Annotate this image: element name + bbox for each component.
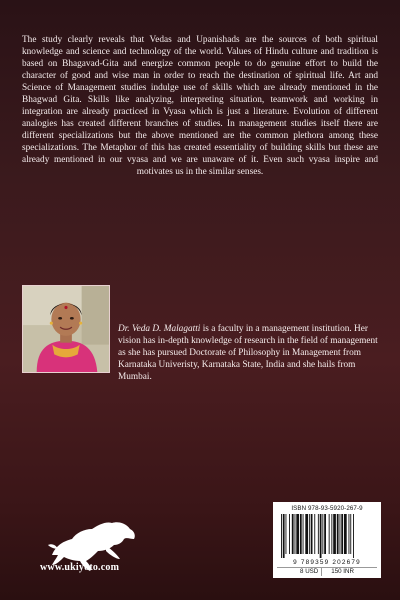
isbn-label: ISBN 978-93-5920-267-9 xyxy=(291,505,363,512)
author-name: Dr. Veda D. Malagatti xyxy=(118,324,201,334)
isbn-barcode-block xyxy=(273,502,381,578)
barcode-bar xyxy=(289,514,290,554)
barcode-bar xyxy=(331,514,332,554)
barcode-bar xyxy=(349,514,350,554)
barcode-bar xyxy=(283,514,285,558)
barcode-bar xyxy=(296,514,299,554)
barcode-bar xyxy=(340,514,341,554)
back-cover-blurb: The study clearly reveals that Vedas and Upanishads are the sources of both spiritual knowledge and science and technology of the world. Values of Hindu culture and tradition is based on Bhagavad-Gita and energize common people to do genuine effort to build the character of good and wise man in order to reach the destination of spiritual life. Art and Science of Management studies indulge use of skills which are already mentioned in the Bhagwad Gita. Skills like analyzing, interpreting situation, teamwork and working in integration are already practiced in Vyasa which is just a literature. Evolution of different analogies has created different branches of studies. In management studies itself there are different specializations but the above mentioned are the common plethora among these specializations. The Metaphor of this has created essentiality of building skills but these are already mentioned in our vyasa and we are unaware of it. Even such vyasa inspire and motivates us in the similar senses. xyxy=(22,35,378,177)
barcode-bar xyxy=(324,514,326,554)
author-portrait-image xyxy=(23,286,109,372)
author-bio xyxy=(118,323,380,383)
barcode-bar xyxy=(309,514,310,554)
price-inr: 150 INR xyxy=(331,568,354,575)
barcode-bar xyxy=(295,514,296,554)
barcode-bar xyxy=(286,514,287,554)
author-photo xyxy=(22,285,110,373)
publisher-website[interactable]: www.ukiyoto.com xyxy=(40,562,120,573)
barcode-bar xyxy=(281,514,282,558)
barcode-bar xyxy=(350,514,351,554)
author-bio-text: is a faculty in a management institution. Her vision has in-depth knowledge of research in the field of management as she has pursued Doctorate of Philosophy in Management from Karnataka Univeristy, Karnataka State, India and she hails from Mumbai. xyxy=(118,324,378,382)
price-row xyxy=(277,567,377,576)
price-separator xyxy=(321,568,328,576)
barcode-bar xyxy=(320,514,322,558)
price-usd: 8 USD xyxy=(300,568,319,575)
barcode-bar xyxy=(333,514,336,554)
barcode-bar xyxy=(311,514,313,554)
barcode-bar xyxy=(329,514,330,554)
barcode-bar xyxy=(305,514,308,554)
barcode-bar xyxy=(318,514,319,554)
barcode-bar xyxy=(344,514,347,554)
barcode-bar xyxy=(337,514,339,554)
barcode-bar xyxy=(292,514,294,554)
barcode-bar xyxy=(314,514,315,554)
barcode-icon xyxy=(277,514,377,558)
barcode-bar xyxy=(353,514,354,558)
barcode-bar xyxy=(303,514,304,554)
barcode-bar xyxy=(341,514,343,554)
barcode-bar xyxy=(300,514,302,554)
isbn-digits: 9 789359 202679 xyxy=(293,559,361,566)
barcode-bar xyxy=(322,514,323,554)
